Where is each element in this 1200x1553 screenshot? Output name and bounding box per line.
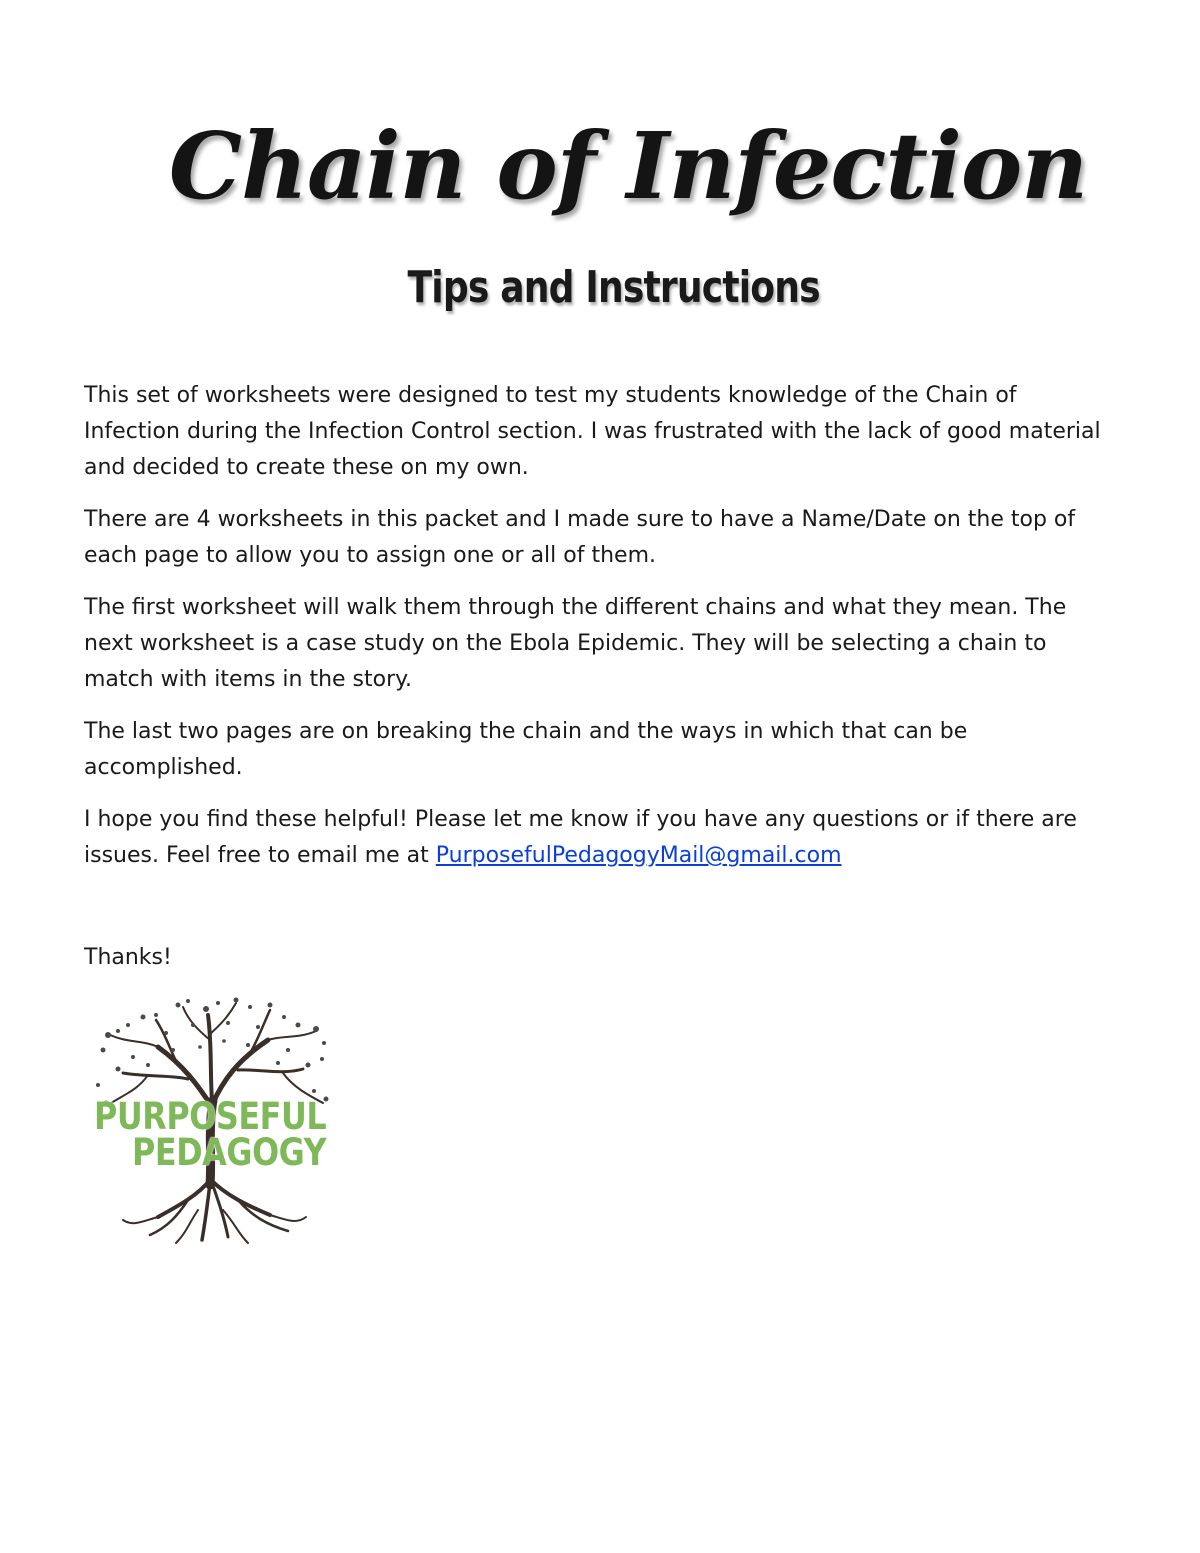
logo-text-purposeful: PURPOSEFUL <box>94 1095 327 1138</box>
paragraph-intro: This set of worksheets were designed to test my students knowledge of the Chain of Infection during the Infection Control section. I was frustrated with the lack of good material and decided to create these on my own. <box>84 383 1101 480</box>
page-title: Chain of Infection <box>168 112 1088 220</box>
purposeful-pedagogy-logo <box>88 995 338 1245</box>
page-subtitle: Tips and Instructions <box>407 262 820 313</box>
paragraph-worksheet-count: There are 4 worksheets in this packet and I made sure to have a Name/Date on the top of each page to allow you to assign one or all of them. <box>84 507 1076 568</box>
logo-text-pedagogy: PEDAGOGY <box>132 1131 327 1174</box>
email-link[interactable]: PurposefulPedagogyMail@gmail.com <box>435 843 842 868</box>
paragraph-breaking-chain: The last two pages are on breaking the chain and the ways in which that can be accomplished. <box>84 719 968 780</box>
instructions-body <box>84 378 1104 890</box>
paragraph-closing <box>84 802 1104 874</box>
thanks-text: Thanks! <box>84 945 172 970</box>
paragraph-worksheet-details: The first worksheet will walk them through the different chains and what they mean. The next worksheet is a case study on the Ebola Epidemic. They will be selecting a chain to match with items in the story. <box>84 595 1067 692</box>
closing-text: I hope you find these helpful! Please let me know if you have any questions or if there are issues. Feel free to email me at <box>84 807 1077 868</box>
